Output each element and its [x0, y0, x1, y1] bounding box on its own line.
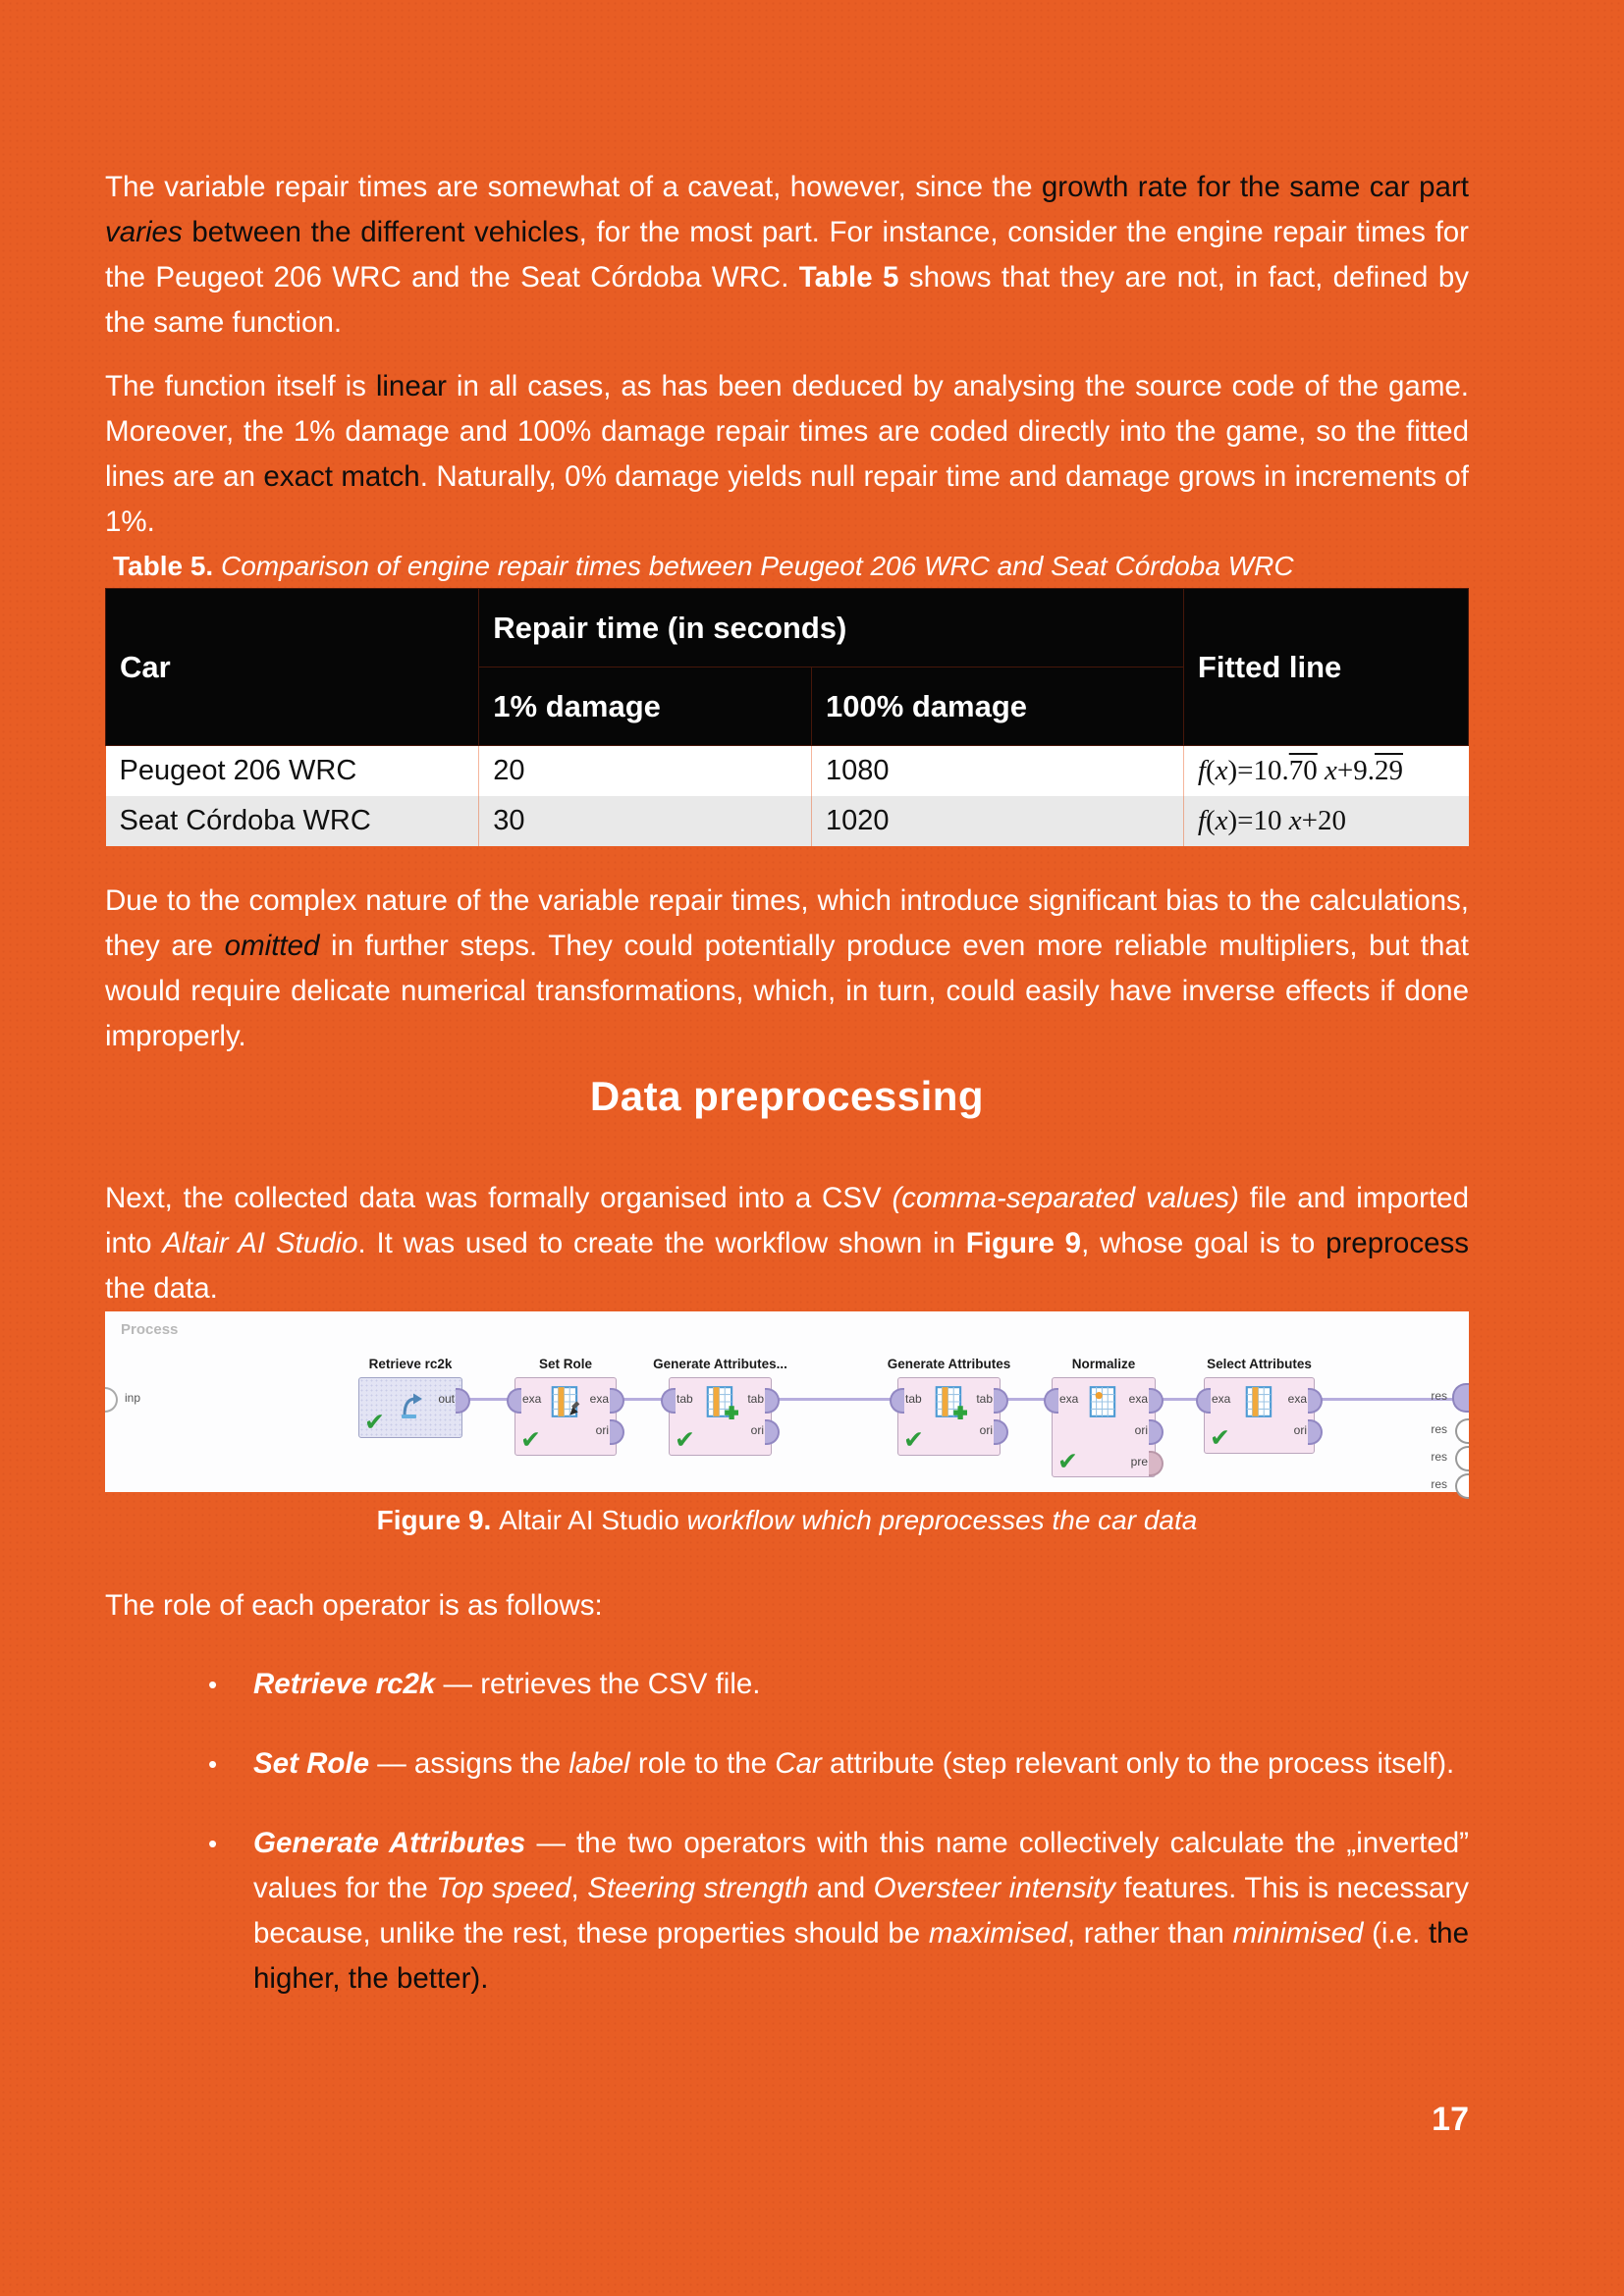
port-label: tab — [905, 1391, 922, 1406]
operator-set-role[interactable] — [514, 1357, 617, 1456]
text-segment: minimised — [1232, 1916, 1364, 1949]
status-check-icon: ✔ — [1057, 1447, 1078, 1475]
operator-list — [105, 1662, 1478, 2002]
operators-intro: The role of each operator is as follows: — [105, 1588, 603, 1622]
figure-caption — [105, 1503, 1469, 1538]
process-panel-label: Process — [121, 1320, 179, 1338]
text-segment: exact match — [263, 460, 420, 493]
text-segment: +9. — [1336, 754, 1375, 786]
header-car: Car — [106, 589, 479, 746]
output-port-bump-icon[interactable] — [1308, 1419, 1323, 1445]
operator-box[interactable] — [1204, 1377, 1315, 1454]
text-segment: shows that they are not, in fact, defined by the same function. — [105, 261, 1478, 339]
port-label: out — [438, 1391, 455, 1406]
cell-fitted-line-formula — [1183, 746, 1468, 796]
input-port-bump-icon[interactable] — [1044, 1388, 1058, 1414]
text-segment: workflow which preprocesses the car data — [686, 1504, 1198, 1535]
text-segment: Car — [775, 1746, 822, 1780]
table-dot-icon — [1086, 1384, 1121, 1424]
output-port-bump-icon[interactable] — [765, 1388, 780, 1414]
port-label: exa — [1212, 1391, 1231, 1406]
text-segment: Table 5. — [113, 551, 221, 581]
status-check-icon: ✔ — [364, 1408, 385, 1436]
operator-label: Set Role — [538, 1356, 593, 1371]
text-segment: linear — [375, 370, 447, 402]
port-label: tab — [747, 1391, 764, 1406]
text-segment: )=10. — [1227, 754, 1289, 786]
port-label: exa — [1059, 1391, 1079, 1406]
list-item — [105, 1662, 1469, 1707]
text-segment: 70 — [1288, 754, 1318, 786]
text-segment: omitted — [224, 929, 320, 962]
paragraph-linear-function — [105, 364, 1478, 545]
cell-100pct: 1080 — [811, 746, 1183, 796]
list-item — [105, 1741, 1469, 1787]
workflow-figure — [105, 1311, 1469, 1492]
status-check-icon: ✔ — [1210, 1423, 1230, 1452]
output-port-bump-icon[interactable] — [765, 1419, 780, 1445]
cell-100pct: 1020 — [811, 796, 1183, 846]
status-check-icon: ✔ — [903, 1425, 924, 1454]
text-segment: The function itself is — [105, 370, 376, 402]
text-segment: , — [570, 1871, 588, 1904]
port-label: exa — [1128, 1391, 1148, 1406]
text-segment: , whose goal is to — [1081, 1226, 1326, 1259]
output-port-bump-icon[interactable] — [1149, 1451, 1164, 1476]
text-segment: role to the — [629, 1746, 776, 1780]
port-bump-icon — [1452, 1383, 1469, 1413]
text-segment: (comma-separated values) — [892, 1181, 1239, 1214]
operator-label: Select Attributes — [1207, 1356, 1312, 1371]
text-segment: attribute (step relevant only to the process itself). — [821, 1746, 1455, 1780]
table-column-icon — [1242, 1384, 1277, 1424]
text-segment: x — [1325, 754, 1337, 786]
text-segment: f — [1197, 754, 1206, 786]
retrieve-icon — [394, 1390, 427, 1428]
header-1pct-damage: 1% damage — [479, 667, 812, 746]
port-label: ori — [595, 1422, 609, 1437]
bullet-icon: • — [208, 1828, 218, 1858]
port-bump-icon — [1455, 1446, 1469, 1471]
operator-box[interactable] — [897, 1377, 1001, 1456]
text-segment: features. This is necessary because, unlike the rest, these properties should be — [253, 1871, 1478, 1949]
status-check-icon: ✔ — [520, 1425, 541, 1454]
text-segment: Altair AI Studio — [162, 1226, 358, 1259]
port-label: tab — [677, 1391, 693, 1406]
output-port-bump-icon[interactable] — [994, 1388, 1008, 1414]
text-segment: 29 — [1375, 754, 1403, 786]
output-port-bump-icon[interactable] — [994, 1419, 1008, 1445]
output-port-bump-icon[interactable] — [610, 1419, 624, 1445]
operator-select-attributes[interactable] — [1204, 1357, 1315, 1454]
text-segment: Top speed — [436, 1871, 571, 1904]
text-segment: varies — [105, 216, 183, 248]
input-port-label: inp — [125, 1390, 141, 1405]
text-segment: +20 — [1301, 804, 1346, 836]
operator-label: Normalize — [1071, 1356, 1136, 1371]
repair-times-table — [105, 588, 1469, 846]
text-segment: — assigns the — [369, 1746, 569, 1780]
text-segment: Steering strength — [587, 1871, 809, 1904]
port-bump-icon — [105, 1387, 118, 1413]
text-segment: Oversteer intensity — [873, 1871, 1115, 1904]
text-segment: Altair AI Studio — [499, 1504, 687, 1535]
text-segment: ( — [1205, 754, 1216, 786]
paragraph-csv-import — [105, 1176, 1478, 1311]
text-segment: . Naturally, 0% damage yields null repair time and damage grows in increments of 1%. — [105, 460, 1478, 538]
operator-label: Generate Attributes — [887, 1356, 1011, 1371]
text-segment: — the two operators with this name collectively calculate the „inverted” values for the — [253, 1826, 1478, 1904]
section-heading: Data preprocessing — [589, 1072, 985, 1119]
text-segment: Retrieve rc2k — [253, 1667, 436, 1700]
table-plus-icon — [932, 1384, 967, 1424]
cell-1pct: 30 — [479, 796, 812, 846]
list-item — [105, 1821, 1478, 2002]
bullet-icon: • — [208, 1669, 218, 1699]
output-port-bump-icon[interactable] — [610, 1388, 624, 1414]
operator-retrieve-rc2k[interactable] — [358, 1357, 462, 1438]
port-label: pre — [1130, 1454, 1148, 1468]
output-port-bump-icon[interactable] — [456, 1388, 470, 1414]
table-edit-icon — [548, 1384, 583, 1424]
status-check-icon: ✔ — [675, 1425, 695, 1454]
cell-1pct: 20 — [479, 746, 812, 796]
text-segment: — retrieves the CSV file. — [435, 1667, 761, 1700]
text-segment: ( — [1205, 804, 1216, 836]
operator-normalize[interactable] — [1052, 1357, 1156, 1477]
result-port-label: res — [1431, 1421, 1447, 1436]
text-segment: )=10 — [1227, 804, 1289, 836]
text-segment: Figure 9. — [376, 1504, 500, 1535]
header-100pct-damage: 100% damage — [811, 667, 1183, 746]
table-header-row-1 — [106, 589, 1469, 667]
table-row — [106, 796, 1469, 846]
input-port-bump-icon[interactable] — [507, 1388, 521, 1414]
text-segment: growth rate for the same car part — [1041, 171, 1478, 203]
operator-box[interactable] — [514, 1377, 617, 1456]
operator-box[interactable] — [669, 1377, 772, 1456]
header-fitted-line: Fitted line — [1183, 589, 1468, 746]
port-label: ori — [1293, 1422, 1307, 1437]
text-segment: Next, the collected data was formally organised into a CSV — [105, 1181, 893, 1214]
paragraph-repair-times — [105, 165, 1478, 346]
text-segment: x — [1215, 754, 1228, 786]
text-segment: (i.e. — [1363, 1916, 1429, 1949]
text-segment: preprocess — [1326, 1226, 1469, 1259]
port-label: ori — [750, 1422, 764, 1437]
text-segment: maximised — [928, 1916, 1067, 1949]
table-plus-icon — [703, 1384, 738, 1424]
port-label: ori — [1134, 1422, 1148, 1437]
bullet-icon: • — [208, 1748, 218, 1779]
table-row — [106, 746, 1469, 796]
input-port-bump-icon[interactable] — [661, 1388, 676, 1414]
cell-car: Peugeot 206 WRC — [119, 754, 357, 786]
page-number: 17 — [1432, 2101, 1469, 2138]
operator-label: Generate Attributes... — [653, 1356, 787, 1371]
table-caption — [105, 549, 1469, 584]
text-segment: the higher, the better). — [253, 1916, 1478, 1995]
cell-car: Seat Córdoba WRC — [119, 804, 371, 836]
result-port-label: res — [1431, 1476, 1447, 1491]
text-segment: , rather than — [1066, 1916, 1233, 1949]
port-label: exa — [522, 1391, 542, 1406]
text-segment: file and imported into — [105, 1181, 1478, 1259]
text-segment: x — [1215, 804, 1228, 836]
text-segment: x — [1288, 804, 1302, 836]
result-port-label: res — [1431, 1388, 1447, 1403]
text-segment: in all cases, as has been deduced by analysing the source code of the game. Moreover, the 1% damage and 100% damage repair times are coded directly into the game, so the fitted lines are an — [105, 370, 1478, 493]
paragraph-omitted — [105, 879, 1478, 1059]
text-segment: label — [568, 1746, 630, 1780]
text-segment: f — [1197, 804, 1206, 836]
operator-label: Retrieve rc2k — [368, 1356, 453, 1371]
port-bump-icon — [1455, 1473, 1469, 1499]
port-label: ori — [979, 1422, 993, 1437]
text-segment: , for the most part. For instance, consider the engine repair times for the Peugeot 206 WRC and the Seat Córdoba WRC. — [105, 216, 1478, 294]
text-segment — [1318, 755, 1325, 786]
text-segment: Figure 9 — [965, 1226, 1082, 1259]
result-port-label: res — [1431, 1449, 1447, 1464]
operator-generate-attributes-2[interactable] — [887, 1356, 1011, 1456]
port-label: exa — [589, 1391, 609, 1406]
operator-generate-attributes-1[interactable] — [653, 1356, 787, 1456]
text-segment: and — [808, 1871, 874, 1904]
text-segment: Due to the complex nature of the variable repair times, which introduce significant bias to the calculations, they are — [105, 883, 1478, 962]
port-bump-icon — [1455, 1418, 1469, 1444]
port-label: tab — [976, 1391, 993, 1406]
operator-box[interactable] — [358, 1377, 462, 1438]
header-repair-time: Repair time (in seconds) — [479, 589, 1184, 667]
operator-box[interactable] — [1052, 1377, 1156, 1477]
input-port-bump-icon[interactable] — [1196, 1388, 1211, 1414]
text-segment: between the different vehicles — [182, 216, 579, 248]
text-segment: . It was used to create the workflow shown in — [357, 1226, 966, 1259]
text-segment: Table 5 — [798, 261, 899, 294]
text-segment: in further steps. They could potentially produce even more reliable multipliers, but that would require delicate numerical transformations, which, in turn, could easily have inverse effects if done improperly. — [105, 929, 1478, 1052]
text-segment: the data. — [105, 1226, 1478, 1305]
input-port-bump-icon[interactable] — [890, 1388, 904, 1414]
output-port-bump-icon[interactable] — [1308, 1388, 1323, 1414]
text-segment: The variable repair times are somewhat of a caveat, however, since the — [105, 171, 1042, 203]
cell-fitted-line-formula — [1183, 796, 1468, 846]
text-segment: Set Role — [253, 1746, 370, 1780]
port-label: exa — [1287, 1391, 1307, 1406]
text-segment: Generate Attributes — [253, 1826, 526, 1859]
output-port-bump-icon[interactable] — [1149, 1388, 1164, 1414]
text-segment: Comparison of engine repair times between Peugeot 206 WRC and Seat Córdoba WRC — [220, 551, 1294, 581]
output-port-bump-icon[interactable] — [1149, 1419, 1164, 1445]
